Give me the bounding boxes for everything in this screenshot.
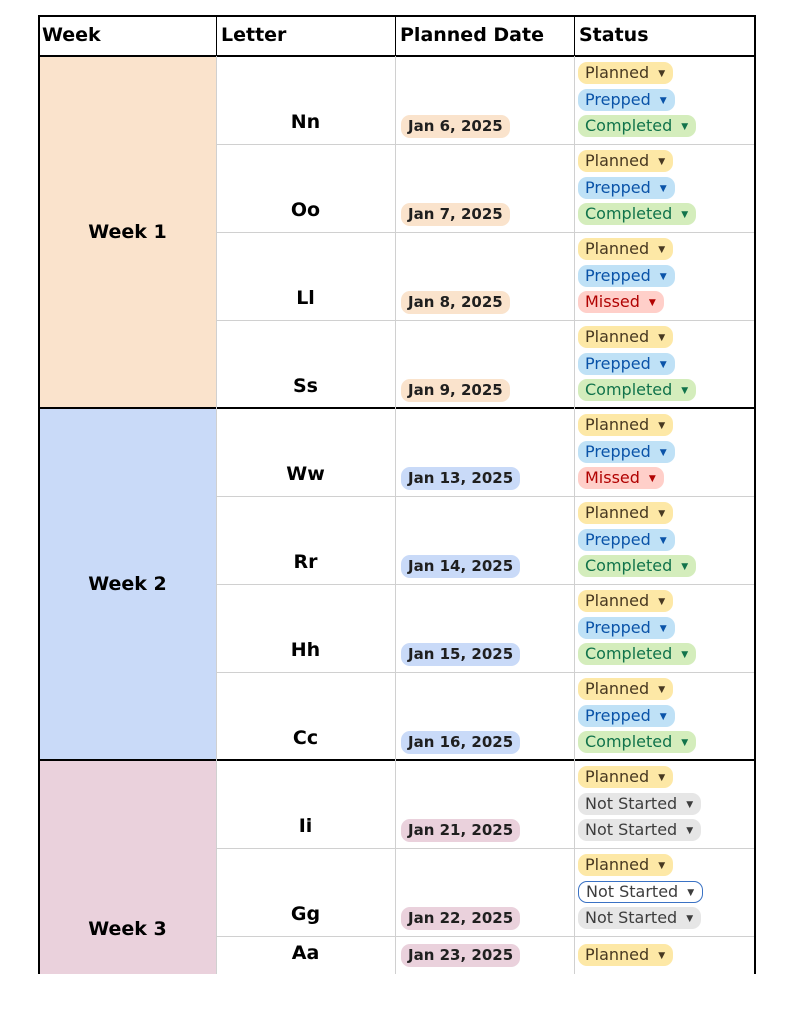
- triangle-down-icon: ▼: [659, 623, 667, 634]
- status-label: Planned: [585, 415, 650, 434]
- week-cell-3[interactable]: [39, 760, 216, 974]
- status-dropdown-prepped[interactable]: [578, 617, 675, 639]
- status-dropdown-prepped[interactable]: [578, 441, 675, 463]
- planned-date-chip[interactable]: Jan 21, 2025: [401, 819, 520, 842]
- status-dropdown-prepped[interactable]: [578, 353, 675, 375]
- row-divider: [216, 936, 756, 937]
- row-divider: [216, 848, 756, 849]
- triangle-down-icon: ▼: [658, 69, 666, 79]
- status-label: Prepped: [585, 353, 651, 373]
- col-divider-1: [216, 56, 217, 974]
- week-label: Week 2: [88, 573, 167, 595]
- letter-cell[interactable]: Gg: [290, 903, 321, 925]
- status-label: Not Started: [585, 820, 678, 839]
- status-label: Missed: [585, 292, 640, 311]
- letter-cell[interactable]: Ss: [293, 375, 318, 397]
- status-label: Planned: [585, 855, 650, 874]
- triangle-down-icon: ▼: [658, 333, 666, 343]
- row-divider: [216, 584, 756, 585]
- status-dropdown-prepped[interactable]: [578, 705, 675, 727]
- header-col-divider-1: [216, 15, 217, 56]
- row-divider: [216, 496, 756, 497]
- status-label: Missed: [585, 468, 640, 487]
- status-dropdown-planned[interactable]: [578, 502, 673, 524]
- status-dropdown-not-started[interactable]: [578, 907, 701, 929]
- triangle-down-icon: ▼: [658, 157, 666, 167]
- status-label: Completed: [585, 732, 673, 751]
- triangle-down-icon: ▼: [686, 826, 694, 836]
- row-divider: [216, 320, 756, 321]
- status-dropdown-planned[interactable]: [578, 678, 673, 700]
- status-label: Prepped: [585, 441, 651, 461]
- triangle-down-icon: ▼: [687, 887, 695, 898]
- triangle-down-icon: ▼: [658, 509, 666, 519]
- status-dropdown-prepped[interactable]: [578, 177, 675, 199]
- status-label: Planned: [585, 945, 650, 964]
- triangle-down-icon: ▼: [686, 799, 694, 810]
- status-label: Completed: [585, 204, 673, 223]
- triangle-down-icon: ▼: [659, 711, 667, 722]
- status-dropdown-prepped[interactable]: [578, 265, 675, 287]
- status-dropdown-planned[interactable]: [578, 414, 673, 436]
- status-dropdown-missed[interactable]: [578, 291, 664, 313]
- letter-cell[interactable]: Oo: [290, 199, 321, 221]
- status-label: Planned: [585, 239, 650, 258]
- triangle-down-icon: ▼: [681, 738, 689, 748]
- triangle-down-icon: ▼: [658, 597, 666, 607]
- status-dropdown-planned[interactable]: [578, 62, 673, 84]
- letter-cell[interactable]: Hh: [290, 639, 321, 661]
- triangle-down-icon: ▼: [648, 474, 656, 484]
- week-cell-2[interactable]: [39, 408, 216, 760]
- status-label: Completed: [585, 644, 673, 663]
- triangle-down-icon: ▼: [658, 245, 666, 255]
- table-top-border: [38, 15, 756, 17]
- status-dropdown-completed[interactable]: [578, 115, 696, 137]
- header-bottom-border: [38, 55, 756, 57]
- planned-date-chip[interactable]: Jan 13, 2025: [401, 467, 520, 490]
- triangle-down-icon: ▼: [681, 650, 689, 660]
- status-dropdown-planned[interactable]: [578, 944, 673, 966]
- status-dropdown-missed[interactable]: [578, 467, 664, 489]
- status-label: Planned: [585, 63, 650, 82]
- header-status: Status: [579, 24, 649, 46]
- triangle-down-icon: ▼: [659, 271, 667, 282]
- status-label: Not Started: [586, 881, 679, 901]
- status-dropdown-planned[interactable]: [578, 326, 673, 348]
- triangle-down-icon: ▼: [659, 447, 667, 458]
- triangle-down-icon: ▼: [659, 95, 667, 106]
- week-divider: [38, 407, 756, 409]
- triangle-down-icon: ▼: [658, 421, 666, 431]
- planned-date-chip[interactable]: Jan 14, 2025: [401, 555, 520, 578]
- status-label: Prepped: [585, 617, 651, 637]
- status-label: Planned: [585, 679, 650, 698]
- col-divider-2: [395, 56, 396, 974]
- row-divider: [216, 232, 756, 233]
- planned-date-chip[interactable]: Jan 8, 2025: [401, 291, 510, 314]
- letter-cell[interactable]: Nn: [290, 111, 321, 133]
- triangle-down-icon: ▼: [658, 773, 666, 783]
- planned-date-chip[interactable]: Jan 15, 2025: [401, 643, 520, 666]
- status-label: Prepped: [585, 265, 651, 285]
- header-col-divider-2: [395, 15, 396, 56]
- status-dropdown-prepped[interactable]: [578, 89, 675, 111]
- letter-cell[interactable]: Ww: [286, 463, 325, 485]
- planned-date-chip[interactable]: Jan 7, 2025: [401, 203, 510, 226]
- letter-cell[interactable]: Aa: [291, 942, 320, 964]
- status-dropdown-not-started[interactable]: [578, 881, 703, 903]
- status-dropdown-planned[interactable]: [578, 150, 673, 172]
- triangle-down-icon: ▼: [658, 951, 666, 961]
- header-week: Week: [42, 24, 101, 46]
- table-right-border: [754, 15, 756, 974]
- triangle-down-icon: ▼: [681, 122, 689, 132]
- table-left-border: [38, 15, 40, 974]
- status-label: Planned: [585, 767, 650, 786]
- header-letter: Letter: [221, 24, 287, 46]
- status-dropdown-planned[interactable]: [578, 766, 673, 788]
- status-dropdown-completed[interactable]: [578, 731, 696, 753]
- status-label: Prepped: [585, 529, 651, 549]
- triangle-down-icon: ▼: [659, 183, 667, 194]
- status-dropdown-planned[interactable]: [578, 854, 673, 876]
- status-dropdown-prepped[interactable]: [578, 529, 675, 551]
- triangle-down-icon: ▼: [658, 685, 666, 695]
- letter-cell[interactable]: Rr: [293, 551, 318, 573]
- col-divider-3: [574, 56, 575, 974]
- status-dropdown-completed[interactable]: [578, 203, 696, 225]
- row-divider: [216, 672, 756, 673]
- triangle-down-icon: ▼: [681, 386, 689, 396]
- header-planned-date: Planned Date: [400, 24, 544, 46]
- status-label: Completed: [585, 116, 673, 135]
- status-label: Not Started: [585, 793, 678, 813]
- letter-cell[interactable]: Ii: [298, 815, 313, 837]
- row-divider: [216, 144, 756, 145]
- planned-date-chip[interactable]: Jan 23, 2025: [401, 944, 520, 967]
- week-label: Week 3: [88, 918, 167, 940]
- lesson-plan-sheet: [38, 15, 756, 973]
- status-label: Prepped: [585, 705, 651, 725]
- status-dropdown-completed[interactable]: [578, 643, 696, 665]
- status-label: Planned: [585, 327, 650, 346]
- status-dropdown-not-started[interactable]: [578, 819, 701, 841]
- status-label: Prepped: [585, 89, 651, 109]
- status-dropdown-planned[interactable]: [578, 590, 673, 612]
- letter-cell[interactable]: Ll: [296, 287, 315, 309]
- planned-date-chip[interactable]: Jan 9, 2025: [401, 379, 510, 402]
- status-dropdown-not-started[interactable]: [578, 793, 701, 815]
- triangle-down-icon: ▼: [659, 359, 667, 370]
- triangle-down-icon: ▼: [686, 914, 694, 924]
- status-label: Completed: [585, 556, 673, 575]
- triangle-down-icon: ▼: [659, 535, 667, 546]
- planned-date-chip[interactable]: Jan 6, 2025: [401, 115, 510, 138]
- status-dropdown-planned[interactable]: [578, 238, 673, 260]
- week-divider: [38, 759, 756, 761]
- status-label: Planned: [585, 503, 650, 522]
- week-cell-1[interactable]: [39, 56, 216, 408]
- status-label: Planned: [585, 591, 650, 610]
- status-label: Prepped: [585, 177, 651, 197]
- planned-date-chip[interactable]: Jan 16, 2025: [401, 731, 520, 754]
- status-label: Not Started: [585, 908, 678, 927]
- header-col-divider-3: [574, 15, 575, 56]
- status-label: Planned: [585, 151, 650, 170]
- week-label: Week 1: [88, 221, 167, 243]
- letter-cell[interactable]: Cc: [292, 727, 319, 749]
- status-label: Completed: [585, 380, 673, 399]
- planned-date-chip[interactable]: Jan 22, 2025: [401, 907, 520, 930]
- triangle-down-icon: ▼: [681, 562, 689, 572]
- triangle-down-icon: ▼: [658, 861, 666, 871]
- triangle-down-icon: ▼: [681, 210, 689, 220]
- triangle-down-icon: ▼: [648, 298, 656, 308]
- status-dropdown-completed[interactable]: [578, 379, 696, 401]
- status-dropdown-completed[interactable]: [578, 555, 696, 577]
